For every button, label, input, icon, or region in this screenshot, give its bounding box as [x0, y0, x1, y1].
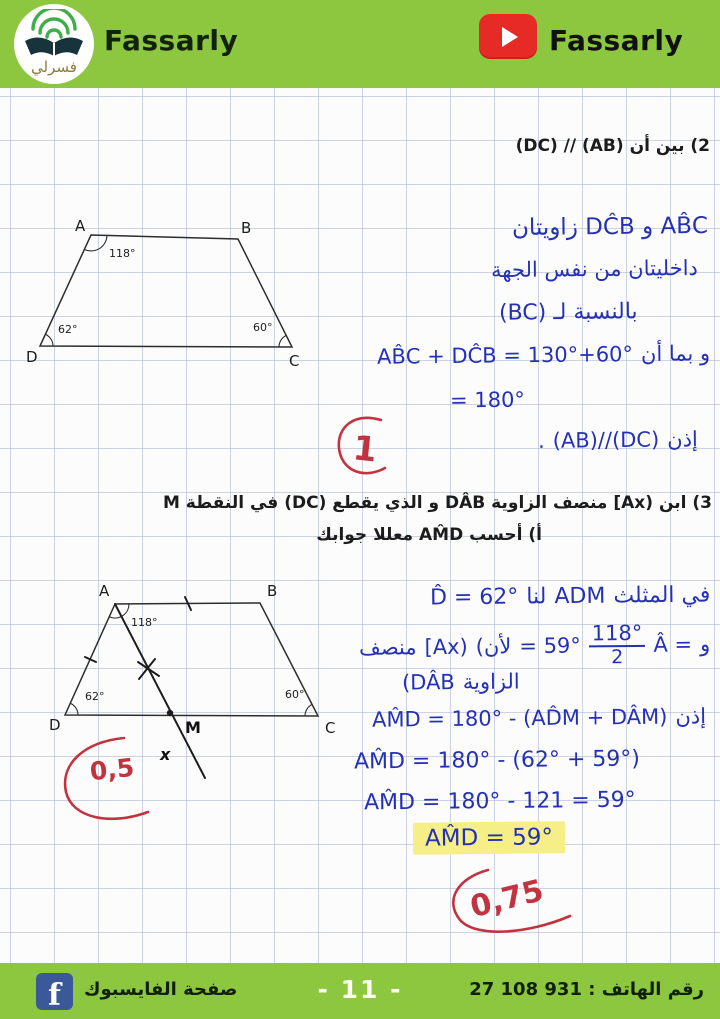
vertex-label-d: D — [26, 348, 38, 366]
vertex-label-d: D — [49, 716, 61, 734]
work1-line4 — [377, 341, 710, 368]
work1-line6 — [538, 427, 698, 453]
angle-c-value: 60° — [253, 321, 273, 334]
brand-name-left: Fassarly — [104, 24, 239, 57]
work2-line1-math1: ADM — [553, 583, 606, 610]
angle-a-value: 118° — [109, 247, 136, 260]
bisector-cross-mark — [138, 659, 159, 679]
work2-line4-math: AM̂D = 180° - (AD̂M + DÂM) — [371, 704, 668, 732]
fraction-numerator: 118° — [588, 623, 645, 648]
work2-line2-pre: Â = — [653, 632, 692, 657]
work1-line2: داخليتان من نفس الجهة — [491, 255, 699, 283]
question-2-text: 2) بين أن (AB) // (DC) — [515, 136, 710, 156]
fassarly-logo — [14, 4, 94, 84]
work1-line5: = 180° — [450, 387, 526, 413]
work2-line2 — [359, 622, 711, 670]
work1-line1: AB̂C و DĈB زاويتان — [511, 212, 709, 242]
point-m-label: M — [185, 718, 201, 737]
score-3-value: 0,75 — [466, 873, 548, 926]
work2-line3 — [402, 669, 520, 694]
question-3a-text: أ) أحسب AM̂D معللا جوابك — [316, 525, 542, 545]
vertex-label-a: A — [75, 217, 86, 235]
work2-line1-math2: D̂ = 62° — [429, 584, 519, 611]
angle-c-value: 60° — [285, 688, 305, 701]
fraction-118-over-2 — [588, 620, 645, 669]
teacher-score-mark-3 — [408, 848, 633, 943]
play-triangle-icon — [502, 27, 518, 47]
fraction-denominator: 2 — [610, 646, 624, 669]
teacher-score-mark-2 — [42, 726, 187, 831]
phone-number: رقم الهاتف : 931 108 27 — [469, 979, 704, 1000]
work1-line6-arabic: إذن — [667, 427, 699, 452]
highlighted-answer: AM̂D = 59° — [413, 821, 565, 855]
work1-line4-math: AB̂C + DĈB = 130°+60° — [376, 342, 633, 369]
vertex-label-b: B — [267, 582, 278, 600]
work2-line1 — [430, 583, 711, 611]
work2-line1-arabic2: لنا — [525, 584, 547, 610]
book-logo-icon — [21, 9, 87, 79]
brand-name-right: Fassarly — [549, 24, 684, 57]
ray-x-label: x — [160, 745, 171, 764]
facebook-f-glyph: f — [48, 977, 61, 1010]
vertex-label-c: C — [325, 719, 336, 737]
score-1-value: 1 — [351, 428, 379, 471]
work2-line6: AM̂D = 180° - 121 = 59° — [364, 787, 637, 816]
vertex-label-a: A — [99, 582, 110, 600]
question-3-text: 3) ابن ‎[Ax)‎ منصف الزاوية DÂB و الذي يقطع (DC) في النقطة M — [162, 493, 712, 513]
angle-d-value: 62° — [58, 323, 78, 336]
facebook-page-label: صفحة الفايسبوك — [84, 979, 238, 1000]
work2-line2-math2: [Ax) — [424, 634, 468, 660]
work2-line3-arabic: الزاوية — [462, 669, 521, 694]
youtube-icon — [479, 14, 537, 59]
work2-line2-arabic1: و — [699, 632, 711, 657]
header-bar — [0, 0, 720, 88]
work1-line6-math: (AB)//(DC) — [552, 427, 660, 453]
angle-a-value: 118° — [131, 616, 158, 629]
work2-line2-arabic2: (لأن — [475, 634, 512, 659]
teacher-score-mark-1 — [331, 410, 397, 484]
trapezoid-diagram-1 — [25, 205, 325, 377]
work2-line1-arabic1: في المثلث — [612, 582, 711, 609]
score-2-value: 0,5 — [88, 752, 136, 787]
angle-d-value: 62° — [85, 690, 105, 703]
work2-line2-post: = 59° — [518, 633, 581, 659]
page-number: - 11 - — [317, 975, 403, 1004]
work1-line6-dot: . — [538, 428, 545, 453]
work2-line5: AM̂D = 180° - (62° + 59°) — [353, 746, 641, 775]
work2-line4 — [372, 704, 706, 731]
logo-arabic-text: فسرلي — [31, 58, 77, 76]
vertex-label-c: C — [289, 352, 300, 370]
work2-line3-math: (DÂB — [402, 670, 456, 695]
work2-line4-arabic: إذن — [675, 704, 707, 729]
vertex-label-b: B — [241, 219, 252, 237]
work1-line4-arabic: و بما أن — [640, 341, 711, 366]
work2-line2-arabic3: منصف — [358, 635, 417, 660]
work1-line3: بالنسبة لـ (BC) — [499, 299, 639, 326]
point-m-dot — [167, 710, 173, 716]
